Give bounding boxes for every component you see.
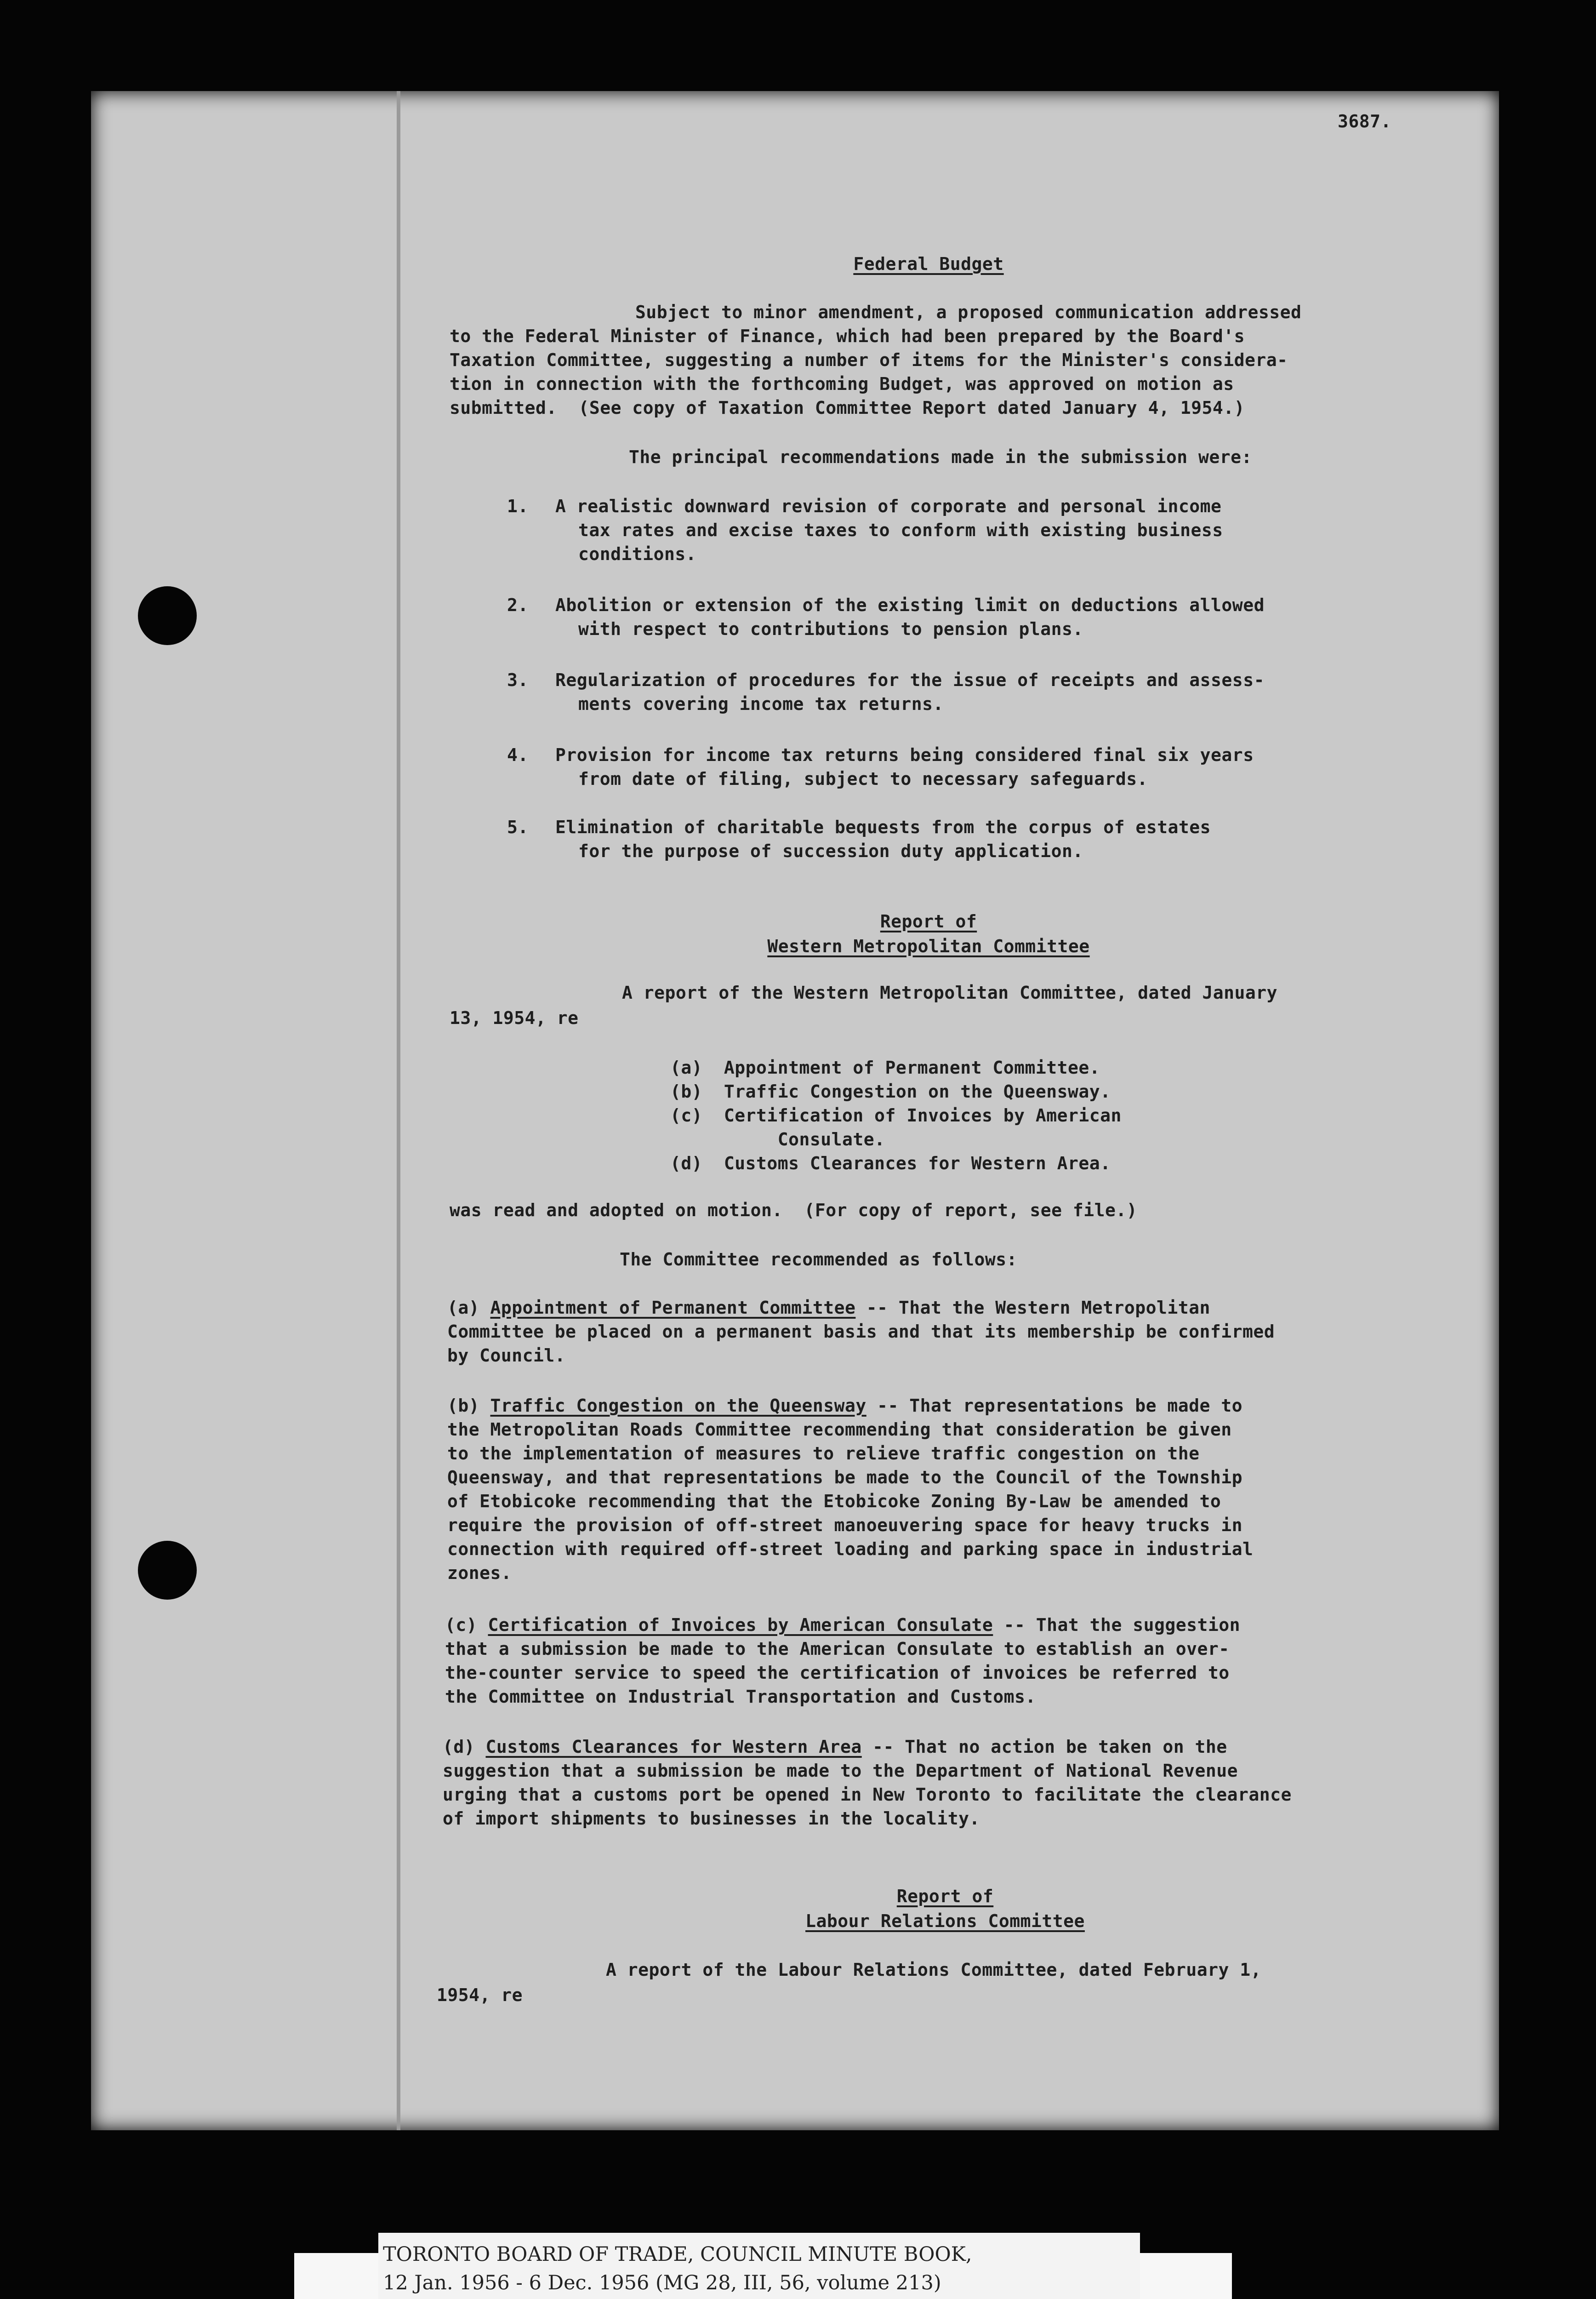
western-list-item: (a) Appointment of Permanent Committee. [670, 1058, 1100, 1078]
fb-intro-line: submitted. (See copy of Taxation Committee Report dated January 4, 1954.) [450, 398, 1245, 418]
fb-principal: The principal recommendations made in the submission were: [629, 447, 1252, 467]
western-adopted: was read and adopted on motion. (For copy of report, see file.) [450, 1200, 1138, 1220]
heading-federal-budget: Federal Budget [853, 254, 1004, 274]
heading-labour-committee: Labour Relations Committee [805, 1911, 1085, 1931]
heading-report-of: Report of [880, 911, 977, 932]
para-line: Committee be placed on a permanent basis and that its membership be confirmed [447, 1321, 1275, 1342]
para-first-line: (d) Customs Clearances for Western Area -- That no action be taken on the [443, 1737, 1227, 1757]
western-list-item: (d) Customs Clearances for Western Area. [670, 1153, 1111, 1173]
western-list-item: (b) Traffic Congestion on the Queensway. [670, 1081, 1111, 1102]
item-line: Regularization of procedures for the issue of receipts and assess- [555, 670, 1265, 690]
para-line: the Committee on Industrial Transportation and Customs. [445, 1687, 1036, 1707]
para-title: Traffic Congestion on the Queensway [490, 1395, 866, 1416]
item-number: 4. [507, 745, 529, 765]
western-intro: 13, 1954, re [450, 1008, 579, 1028]
page-number: 3687. [1338, 111, 1391, 132]
para-line: of Etobicoke recommending that the Etobicoke Zoning By-Law be amended to [447, 1491, 1221, 1511]
document-page [91, 91, 1499, 2130]
label-line-2: 12 Jan. 1956 - 6 Dec. 1956 (MG 28, III, 56, volume 213) [383, 2271, 941, 2294]
item-line: Elimination of charitable bequests from the corpus of estates [555, 817, 1211, 837]
item-line: Abolition or extension of the existing limit on deductions allowed [555, 595, 1265, 615]
item-number: 3. [507, 670, 529, 690]
para-line: that a submission be made to the American Consulate to establish an over- [445, 1639, 1230, 1659]
labour-intro: A report of the Labour Relations Committee, dated February 1, [606, 1960, 1262, 1980]
fb-intro-line: Subject to minor amendment, a proposed communication addressed [635, 302, 1302, 322]
labour-intro: 1954, re [437, 1985, 523, 2005]
item-line: from date of filing, subject to necessary safeguards. [578, 769, 1148, 789]
para-first-line: (a) Appointment of Permanent Committee -- That the Western Metropolitan [447, 1298, 1210, 1318]
western-list-item: Consulate. [670, 1129, 885, 1150]
para-line: Queensway, and that representations be made to the Council of the Township [447, 1467, 1243, 1487]
para-line: require the provision of off-street manoeuvering space for heavy trucks in [447, 1515, 1243, 1535]
item-line: ments covering income tax returns. [578, 694, 944, 714]
item-line: for the purpose of succession duty application. [578, 841, 1083, 861]
item-line: conditions. [578, 544, 697, 564]
western-list-item: (c) Certification of Invoices by American [670, 1105, 1122, 1126]
label-line-1: TORONTO BOARD OF TRADE, COUNCIL MINUTE BOOK, [383, 2243, 972, 2266]
para-first-line: (b) Traffic Congestion on the Queensway -- That representations be made to [447, 1395, 1243, 1416]
para-line: of import shipments to businesses in the locality. [443, 1808, 980, 1829]
fb-intro-line: to the Federal Minister of Finance, which had been prepared by the Board's [450, 326, 1245, 346]
microfilm-label-card [378, 2233, 1140, 2299]
para-line: by Council. [447, 1345, 566, 1366]
western-recommended: The Committee recommended as follows: [620, 1249, 1017, 1270]
para-title: Customs Clearances for Western Area [485, 1737, 862, 1757]
western-intro: A report of the Western Metropolitan Committee, dated January [622, 983, 1278, 1003]
para-line: to the implementation of measures to relieve traffic congestion on the [447, 1443, 1200, 1464]
item-number: 1. [507, 496, 529, 516]
para-line: the-counter service to speed the certification of invoices be referred to [445, 1663, 1230, 1683]
item-number: 2. [507, 595, 529, 615]
para-first-line: (c) Certification of Invoices by American Consulate -- That the suggestion [445, 1615, 1240, 1635]
para-title: Appointment of Permanent Committee [490, 1298, 856, 1318]
heading-report-of-labour: Report of [896, 1886, 994, 1906]
fb-intro-line: tion in connection with the forthcoming Budget, was approved on motion as [450, 374, 1234, 394]
heading-western-committee: Western Metropolitan Committee [767, 936, 1090, 956]
para-line: connection with required off-street loading and parking space in industrial [447, 1539, 1254, 1559]
item-line: A realistic downward revision of corporate and personal income [555, 496, 1222, 516]
fb-intro-line: Taxation Committee, suggesting a number of items for the Minister's considera- [450, 350, 1288, 370]
para-line: zones. [447, 1563, 512, 1583]
para-title: Certification of Invoices by American Consulate [488, 1615, 993, 1635]
typewritten-text [91, 91, 1499, 2130]
para-line: the Metropolitan Roads Committee recommending that consideration be given [447, 1419, 1232, 1440]
para-line: urging that a customs port be opened in New Toronto to facilitate the clearance [443, 1784, 1292, 1805]
item-number: 5. [507, 817, 529, 837]
item-line: tax rates and excise taxes to conform with existing business [578, 520, 1223, 540]
para-line: suggestion that a submission be made to the Department of National Revenue [443, 1761, 1238, 1781]
item-line: with respect to contributions to pension plans. [578, 619, 1083, 639]
item-line: Provision for income tax returns being considered final six years [555, 745, 1254, 765]
